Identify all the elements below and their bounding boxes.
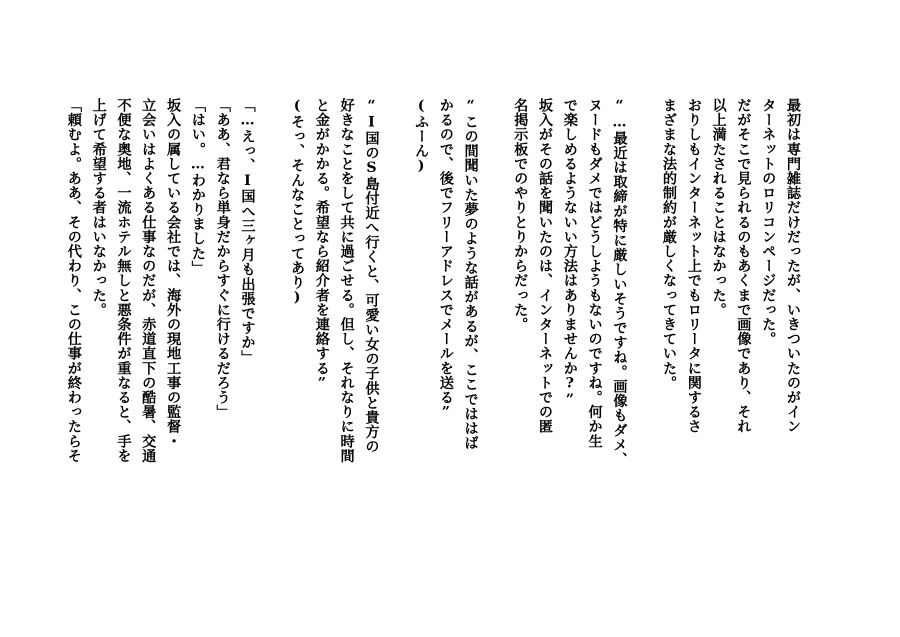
text-line: 「…えっ、I国へ三ヶ月も出張ですか」 [239, 98, 256, 365]
text-line: ターネットのロリコンページだった。 [760, 98, 777, 347]
text-line: 坂入の属している会社では、海外の現地工事の監督・ [165, 98, 182, 449]
paragraph-gap [483, 98, 508, 578]
text-line: かるので、後でフリーアドレスでメールを送る” [437, 98, 454, 421]
text-line: 上げて希望する者はいなかった。 [90, 98, 107, 317]
text-line: まざまな法的制約が厳しくなってきていた。 [661, 98, 678, 390]
text-line: 不便な奥地、一流ホテル無しと悪条件が重なると、手を [115, 98, 132, 463]
paragraph-gap [259, 98, 284, 578]
text-line: “…最近は取締が特に厳しいそうですね。画像もダメ、 [611, 98, 628, 467]
paragraph [284, 98, 383, 578]
text-line: で楽しめるようないい方法はありませんか?” [561, 98, 578, 409]
paragraph [408, 98, 482, 578]
text-line: 「はい。…わかりました」 [189, 98, 206, 275]
text-line: ヌードもダメではどうしようもないのですね。何か生 [586, 98, 603, 449]
text-line: と金がかかる。希望なら紹介者を連絡する” [313, 98, 330, 392]
paragraph [656, 98, 805, 578]
text-line: 最初は専門雑誌だけだったが、いきついたのがイン [785, 98, 801, 434]
text-line: “この間聞いた夢のような話があるが、ここでははば [462, 98, 479, 451]
text-line: おりしもインターネット上でもロリータに関するさ [685, 98, 702, 434]
text-line: 以上満たされることはなかった。 [710, 98, 727, 317]
text-line: 立会いはよくある仕事なのだが、赤道直下の酷暑、交通 [140, 98, 157, 463]
text-line: 坂入がその話を聞いたのは、インターネットでの匿 [537, 98, 554, 434]
text-line: (ふーん) [413, 98, 430, 175]
text-line: (そっ、そんなことってあり) [289, 98, 306, 306]
text-line: 好きなことをして共に過ごせる。但し、それなりに時間 [338, 98, 355, 463]
text-line: “I国のS島付近へ行くと、可愛い女の子供と貴方の [363, 98, 380, 454]
vertical-text-body [61, 98, 805, 578]
paragraph [507, 98, 631, 578]
paragraph-gap [383, 98, 408, 578]
text-line: 「頼むよ。ああ、その代わり、この仕事が終わったらそ [65, 98, 82, 463]
paragraph [61, 98, 259, 578]
paragraph-gap [631, 98, 656, 578]
text-line: 名掲示板でのやりとりからだった。 [512, 98, 529, 332]
text-line: だがそこで見られるのもあくまで画像であり、それ [735, 98, 752, 434]
text-line: 「ああ、君なら単身だからすぐに行けるだろう」 [214, 98, 231, 420]
